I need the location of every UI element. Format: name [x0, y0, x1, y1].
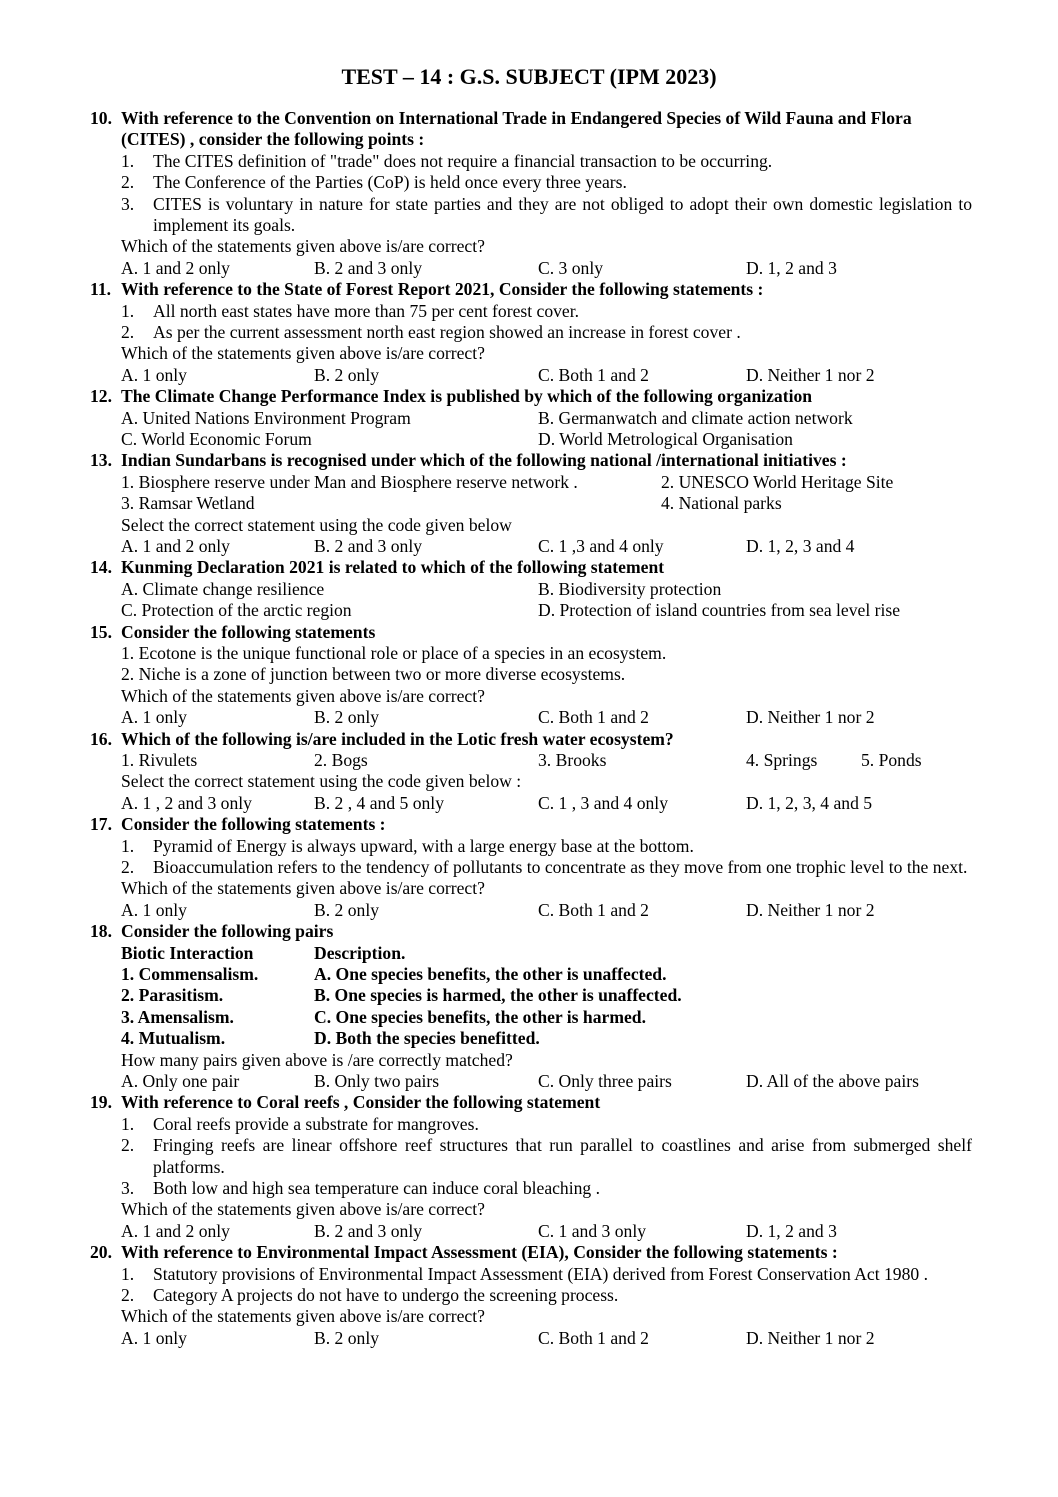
answer-options: [121, 429, 972, 450]
question-14: [90, 557, 972, 621]
question-text: With reference to Environmental Impact Assessment (EIA), Consider the following statements :: [121, 1242, 838, 1263]
pair-row: [121, 964, 972, 985]
option-c: C. Protection of the arctic region: [121, 600, 352, 621]
statement-number: 1.: [121, 1113, 135, 1134]
option-d: D. 1, 2, 3, 4 and 5: [746, 792, 873, 813]
statement-text: Bioaccumulation refers to the tendency of pollutants to concentrate as they move from one trophic level to the next.: [153, 857, 968, 878]
question-text: Consider the following statements: [121, 621, 376, 642]
question-number: 12.: [90, 386, 112, 407]
question-11: [90, 279, 972, 386]
option-c: C. Both 1 and 2: [538, 364, 649, 385]
pairs-header-left: Biotic Interaction: [121, 942, 254, 963]
question-prompt: Which of the statements given above is/are correct?: [121, 343, 485, 364]
question-10: [90, 108, 972, 279]
item: 2. UNESCO World Heritage Site: [661, 471, 894, 492]
question-number: 15.: [90, 621, 112, 642]
option-b: B. 2 and 3 only: [314, 257, 423, 278]
pair-description: D. Both the species benefitted.: [314, 1028, 540, 1049]
statement-number: 2.: [121, 1285, 135, 1306]
question-number: 16.: [90, 728, 112, 749]
option-a: A. 1 and 2 only: [121, 1220, 230, 1241]
answer-options: [121, 1328, 972, 1349]
statement-number: 2.: [121, 1135, 135, 1156]
question-number: 20.: [90, 1242, 112, 1263]
item: 5. Ponds: [861, 750, 922, 771]
question-stem: [90, 921, 972, 942]
item-row: [121, 750, 972, 771]
question-text: With reference to Coral reefs , Consider the following statement: [121, 1092, 601, 1113]
question-text: Consider the following statements :: [121, 814, 386, 835]
option-d: D. Neither 1 nor 2: [746, 364, 875, 385]
option-b: B. 2 and 3 only: [314, 536, 423, 557]
statement-number: 3.: [121, 1178, 135, 1199]
option-b: B. Germanwatch and climate action network: [538, 407, 853, 428]
item: 2. Bogs: [314, 750, 368, 771]
answer-options: [121, 258, 972, 279]
statement-number: 2.: [121, 322, 135, 343]
statement-number: 1.: [121, 835, 135, 856]
question-stem: [90, 1092, 972, 1113]
option-c: C. Both 1 and 2: [538, 707, 649, 728]
option-a: A. Climate change resilience: [121, 578, 325, 599]
question-prompt: Select the correct statement using the code given below: [121, 514, 512, 535]
answer-options: [121, 1221, 972, 1242]
statement: [121, 172, 972, 193]
option-c: C. 1 , 3 and 4 only: [538, 792, 668, 813]
statement: [121, 1178, 972, 1199]
statement: [121, 151, 972, 172]
option-b: B. 2 , 4 and 5 only: [314, 792, 444, 813]
question-stem: [90, 1242, 972, 1263]
item-row: [121, 493, 972, 514]
answer-options: [121, 900, 972, 921]
option-b: B. Only two pairs: [314, 1071, 440, 1091]
question-prompt: Which of the statements given above is/are correct?: [121, 878, 485, 899]
option-d: D. All of the above pairs: [746, 1071, 919, 1091]
statement-text: Category A projects do not have to undergo the screening process.: [153, 1285, 619, 1306]
question-17: [90, 814, 972, 921]
option-a: A. 1 only: [121, 364, 187, 385]
option-b: B. 2 only: [314, 1327, 380, 1348]
question-stem: [90, 557, 972, 578]
statement-number: 1.: [121, 150, 135, 171]
item: 4. National parks: [661, 493, 782, 514]
statement: [121, 1264, 972, 1285]
option-a: A. 1 only: [121, 899, 187, 920]
question-prompt: Select the correct statement using the code given below :: [121, 771, 522, 792]
option-d: D. Neither 1 nor 2: [746, 707, 875, 728]
option-a: A. 1 only: [121, 707, 187, 728]
option-a: A. 1 and 2 only: [121, 257, 230, 278]
pairs-header-right: Description.: [314, 942, 406, 963]
pair-description: A. One species benefits, the other is unaffected.: [314, 964, 667, 985]
question-number: 10.: [90, 108, 112, 128]
option-c: C. World Economic Forum: [121, 429, 312, 450]
statement: [121, 1114, 972, 1135]
question-text: Kunming Declaration 2021 is related to which of the following statement: [121, 557, 665, 578]
statement: [121, 836, 972, 857]
option-a: A. Only one pair: [121, 1071, 240, 1091]
pair-row: [121, 985, 972, 1006]
question-number: 13.: [90, 450, 112, 471]
pair-term: 2. Parasitism.: [121, 985, 224, 1006]
statement: [121, 857, 972, 878]
question-prompt: Which of the statements given above is/are correct?: [121, 685, 485, 706]
option-d: D. Neither 1 nor 2: [746, 1327, 875, 1348]
question-stem: [90, 386, 972, 407]
question-stem: [90, 622, 972, 643]
item: 4. Springs: [746, 750, 818, 771]
question-text: With reference to the State of Forest Report 2021, Consider the following statements :: [121, 279, 764, 300]
page-title: TEST – 14 : G.S. SUBJECT (IPM 2023): [341, 64, 717, 89]
question-prompt: Which of the statements given above is/are correct?: [121, 1306, 485, 1327]
answer-options: [121, 600, 972, 621]
statement: [121, 1135, 972, 1178]
option-b: B. 2 only: [314, 364, 380, 385]
pair-description: B. One species is harmed, the other is unaffected.: [314, 985, 682, 1006]
option-a: A. 1 , 2 and 3 only: [121, 792, 252, 813]
option-d: D. Protection of island countries from sea level rise: [538, 600, 901, 621]
statement-text: Both low and high sea temperature can induce coral bleaching .: [153, 1178, 601, 1199]
statement-text: Pyramid of Energy is always upward, with a large energy base at the bottom.: [153, 835, 694, 856]
statement-text: All north east states have more than 75 per cent forest cover.: [153, 300, 580, 321]
item: 3. Brooks: [538, 750, 607, 771]
item: 1. Biosphere reserve under Man and Biosphere reserve network .: [121, 471, 578, 492]
statement: [121, 1285, 972, 1306]
option-a: A. 1 only: [121, 1327, 187, 1348]
question-number: 19.: [90, 1092, 112, 1113]
question-text: Consider the following pairs: [121, 921, 334, 942]
statement-text: The Conference of the Parties (CoP) is held once every three years.: [153, 172, 627, 193]
statement: [121, 322, 972, 343]
question-text: Indian Sundarbans is recognised under which of the following national /international initiatives :: [121, 450, 847, 471]
statement-number: 1.: [121, 1263, 135, 1284]
pair-term: 4. Mutualism.: [121, 1028, 226, 1049]
statement-number: 3.: [121, 193, 135, 214]
question-list: [90, 108, 972, 1349]
option-c: C. Both 1 and 2: [538, 899, 649, 920]
pairs-header: [121, 943, 972, 964]
question-stem: [90, 279, 972, 300]
option-b: B. 2 only: [314, 707, 380, 728]
statement-number: 2.: [121, 172, 135, 193]
statement-number: 2.: [121, 857, 135, 878]
option-b: B. 2 and 3 only: [314, 1220, 423, 1241]
statement: 2. Niche is a zone of junction between two or more diverse ecosystems.: [121, 664, 626, 685]
option-c: C. Only three pairs: [538, 1071, 672, 1091]
option-c: C. 1 ,3 and 4 only: [538, 536, 664, 557]
option-d: D. World Metrological Organisation: [538, 429, 793, 450]
question-13: [90, 450, 972, 557]
statement-text: Coral reefs provide a substrate for mangroves.: [153, 1113, 479, 1134]
statement: [121, 194, 972, 237]
answer-options: [121, 1071, 972, 1092]
option-b: B. Biodiversity protection: [538, 578, 722, 599]
question-text: With reference to the Convention on International Trade in Endangered Species of Wild Fauna and Flora (CITES) , consider the following points :: [121, 108, 912, 150]
question-12: [90, 386, 972, 450]
question-16: [90, 729, 972, 815]
option-d: D. 1, 2 and 3: [746, 1220, 837, 1241]
statement: 1. Ecotone is the unique functional role or place of a species in an ecosystem.: [121, 643, 667, 664]
option-d: D. 1, 2 and 3: [746, 257, 837, 278]
question-20: [90, 1242, 972, 1349]
question-stem: [90, 814, 972, 835]
option-c: C. 3 only: [538, 257, 604, 278]
pair-term: 3. Amensalism.: [121, 1006, 234, 1027]
question-text: The Climate Change Performance Index is published by which of the following organization: [121, 386, 813, 407]
statement-text: The CITES definition of "trade" does not require a financial transaction to be occurring.: [153, 150, 773, 171]
question-18: [90, 921, 972, 1092]
option-a: A. 1 and 2 only: [121, 536, 230, 557]
answer-options: [121, 536, 972, 557]
question-prompt: Which of the statements given above is/are correct?: [121, 236, 485, 257]
item: 1. Rivulets: [121, 750, 198, 771]
statement-number: 1.: [121, 300, 135, 321]
statement-text: Statutory provisions of Environmental Impact Assessment (EIA) derived from Forest Conservation Act 1980 .: [153, 1263, 928, 1284]
option-d: D. Neither 1 nor 2: [746, 899, 875, 920]
question-number: 17.: [90, 814, 112, 835]
item: 3. Ramsar Wetland: [121, 493, 255, 514]
question-stem: [90, 108, 972, 151]
option-b: B. 2 only: [314, 899, 380, 920]
question-number: 18.: [90, 921, 112, 942]
question-15: [90, 622, 972, 729]
pair-description: C. One species benefits, the other is harmed.: [314, 1006, 646, 1027]
answer-options: [121, 365, 972, 386]
answer-options: [121, 579, 972, 600]
option-c: C. Both 1 and 2: [538, 1327, 649, 1348]
item-row: [121, 472, 972, 493]
question-stem: [90, 450, 972, 471]
option-c: C. 1 and 3 only: [538, 1220, 647, 1241]
answer-options: [121, 793, 972, 814]
statement: [121, 301, 972, 322]
pair-row: [121, 1007, 972, 1028]
pair-row: [121, 1028, 972, 1049]
question-number: 14.: [90, 557, 112, 578]
pair-term: 1. Commensalism.: [121, 964, 259, 985]
question-19: [90, 1092, 972, 1242]
question-prompt: How many pairs given above is /are correctly matched?: [121, 1049, 513, 1070]
statement-text: CITES is voluntary in nature for state parties and they are not obliged to adopt their own domestic legislation to implement its goals.: [153, 193, 972, 236]
question-text: Which of the following is/are included in the Lotic fresh water ecosystem?: [121, 728, 674, 749]
option-a: A. United Nations Environment Program: [121, 407, 411, 428]
question-stem: [90, 729, 972, 750]
statement-text: Fringing reefs are linear offshore reef structures that run parallel to coastlines and arise from submerged shelf platforms.: [153, 1135, 972, 1177]
statement-text: As per the current assessment north east region showed an increase in forest cover .: [153, 322, 741, 343]
question-prompt: Which of the statements given above is/are correct?: [121, 1199, 485, 1220]
question-number: 11.: [90, 279, 112, 300]
answer-options: [121, 408, 972, 429]
option-d: D. 1, 2, 3 and 4: [746, 536, 855, 557]
answer-options: [121, 707, 972, 728]
